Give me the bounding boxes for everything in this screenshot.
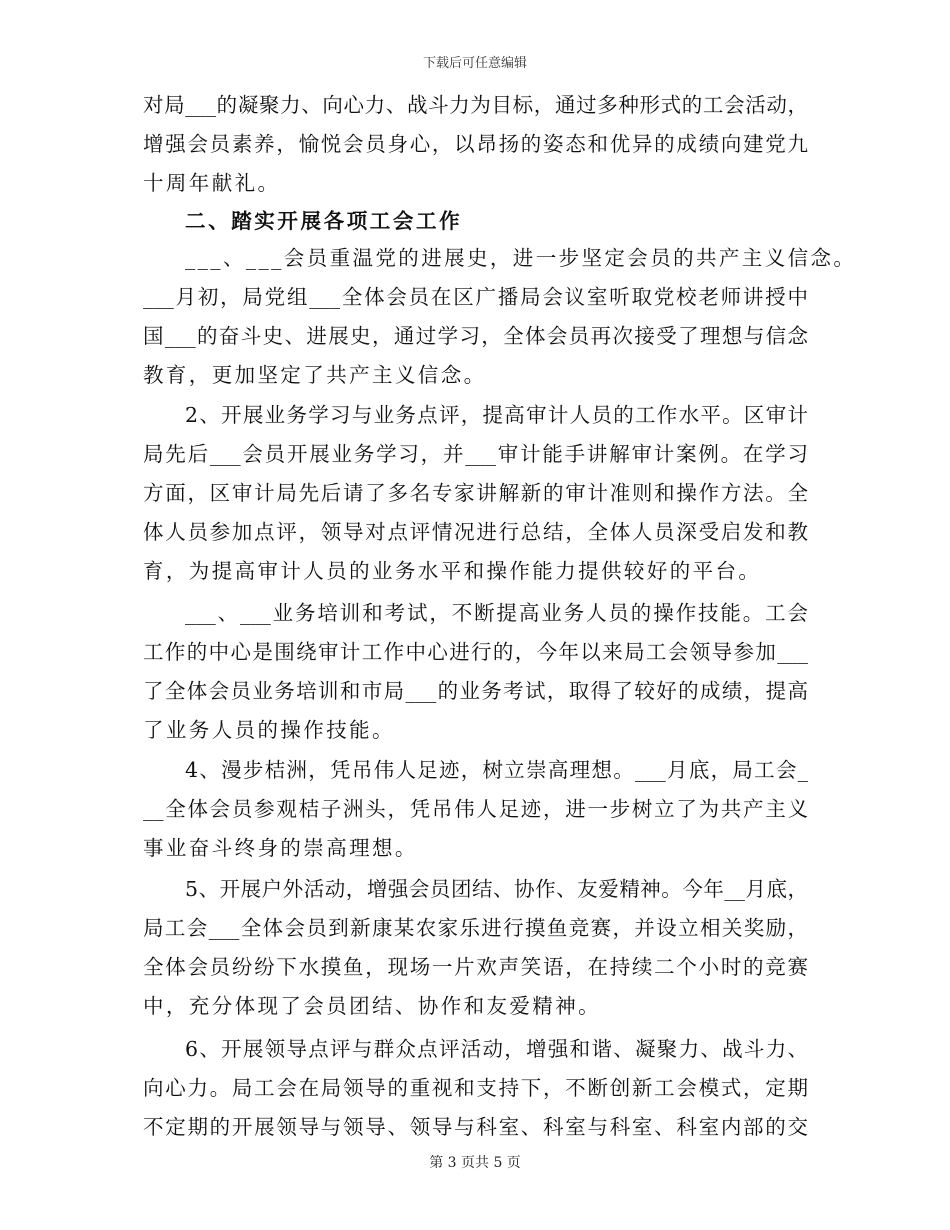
text-line: 向心力。局工会在局领导的重视和支持下，不断创新工会模式，定期 xyxy=(143,1076,808,1100)
text-line: 国___的奋斗史、进展史，通过学习，全体会员再次接受了理想与信念 xyxy=(143,324,808,348)
text-line: 局先后___会员开展业务学习，并___审计能手讲解审计案例。在学习 xyxy=(143,442,808,466)
text-line: 对局___的凝聚力、向心力、战斗力为目标，通过多种形式的工会活动， xyxy=(143,93,808,117)
text-line: 中，充分体现了会员团结、协作和友爱精神。 xyxy=(143,994,601,1018)
text-line: __全体会员参观桔子洲头，凭吊伟人足迹，进一步树立了为共产主义 xyxy=(143,797,808,821)
text-line: 5、开展户外活动，增强会员团结、协作、友爱精神。今年__月底， xyxy=(185,877,808,901)
text-line: 育，为提高审计人员的业务水平和操作能力提供较好的平台。 xyxy=(143,559,762,583)
text-line: 不定期的开展领导与领导、领导与科室、科室与科室、科室内部的交 xyxy=(143,1115,808,1139)
text-line: ___月初，局党组___全体会员在区广播局会议室听取党校老师讲授中 xyxy=(143,285,808,309)
text-line: 增强会员素养，愉悦会员身心，以昂扬的姿态和优异的成绩向建党九 xyxy=(143,132,808,156)
text-line: 了全体会员业务培训和市局___的业务考试，取得了较好的成绩，提高 xyxy=(143,679,808,703)
text-line: 方面，区审计局先后请了多名专家讲解新的审计准则和操作方法。全 xyxy=(143,481,808,505)
section-heading: 二、踏实开展各项工会工作 xyxy=(185,209,463,233)
page-header: 下载后可任意编辑 xyxy=(422,56,527,71)
text-line: 全体会员纷纷下水摸鱼，现场一片欢声笑语，在持续二个小时的竞赛 xyxy=(143,955,808,979)
text-line: 2、开展业务学习与业务点评，提高审计人员的工作水平。区审计 xyxy=(185,403,808,427)
text-line: 事业奋斗终身的崇高理想。 xyxy=(143,836,418,860)
text-line: 4、漫步桔洲，凭吊伟人足迹，树立崇高理想。___月底，局工会_ xyxy=(185,758,808,782)
text-line: 工作的中心是围绕审计工作中心进行的，今年以来局工会领导参加___ xyxy=(143,640,808,664)
text-line: 教育，更加坚定了共产主义信念。 xyxy=(143,363,487,387)
text-line: ___、___业务培训和考试，不断提高业务人员的操作技能。工会 xyxy=(185,601,808,625)
text-line: 6、开展领导点评与群众点评活动，增强和谐、凝聚力、战斗力、 xyxy=(185,1037,808,1061)
text-line: ___、___会员重温党的进展史，进一步坚定会员的共产主义信念。 xyxy=(185,246,857,270)
text-line: 局工会___全体会员到新康某农家乐进行摸鱼竞赛，并设立相关奖励， xyxy=(143,916,808,940)
text-line: 十周年献礼。 xyxy=(143,171,281,195)
page-footer: 第 3 页共 5 页 xyxy=(429,1155,521,1171)
text-line: 了业务人员的操作技能。 xyxy=(143,718,395,742)
text-line: 体人员参加点评，领导对点评情况进行总结，全体人员深受启发和教 xyxy=(143,520,808,544)
